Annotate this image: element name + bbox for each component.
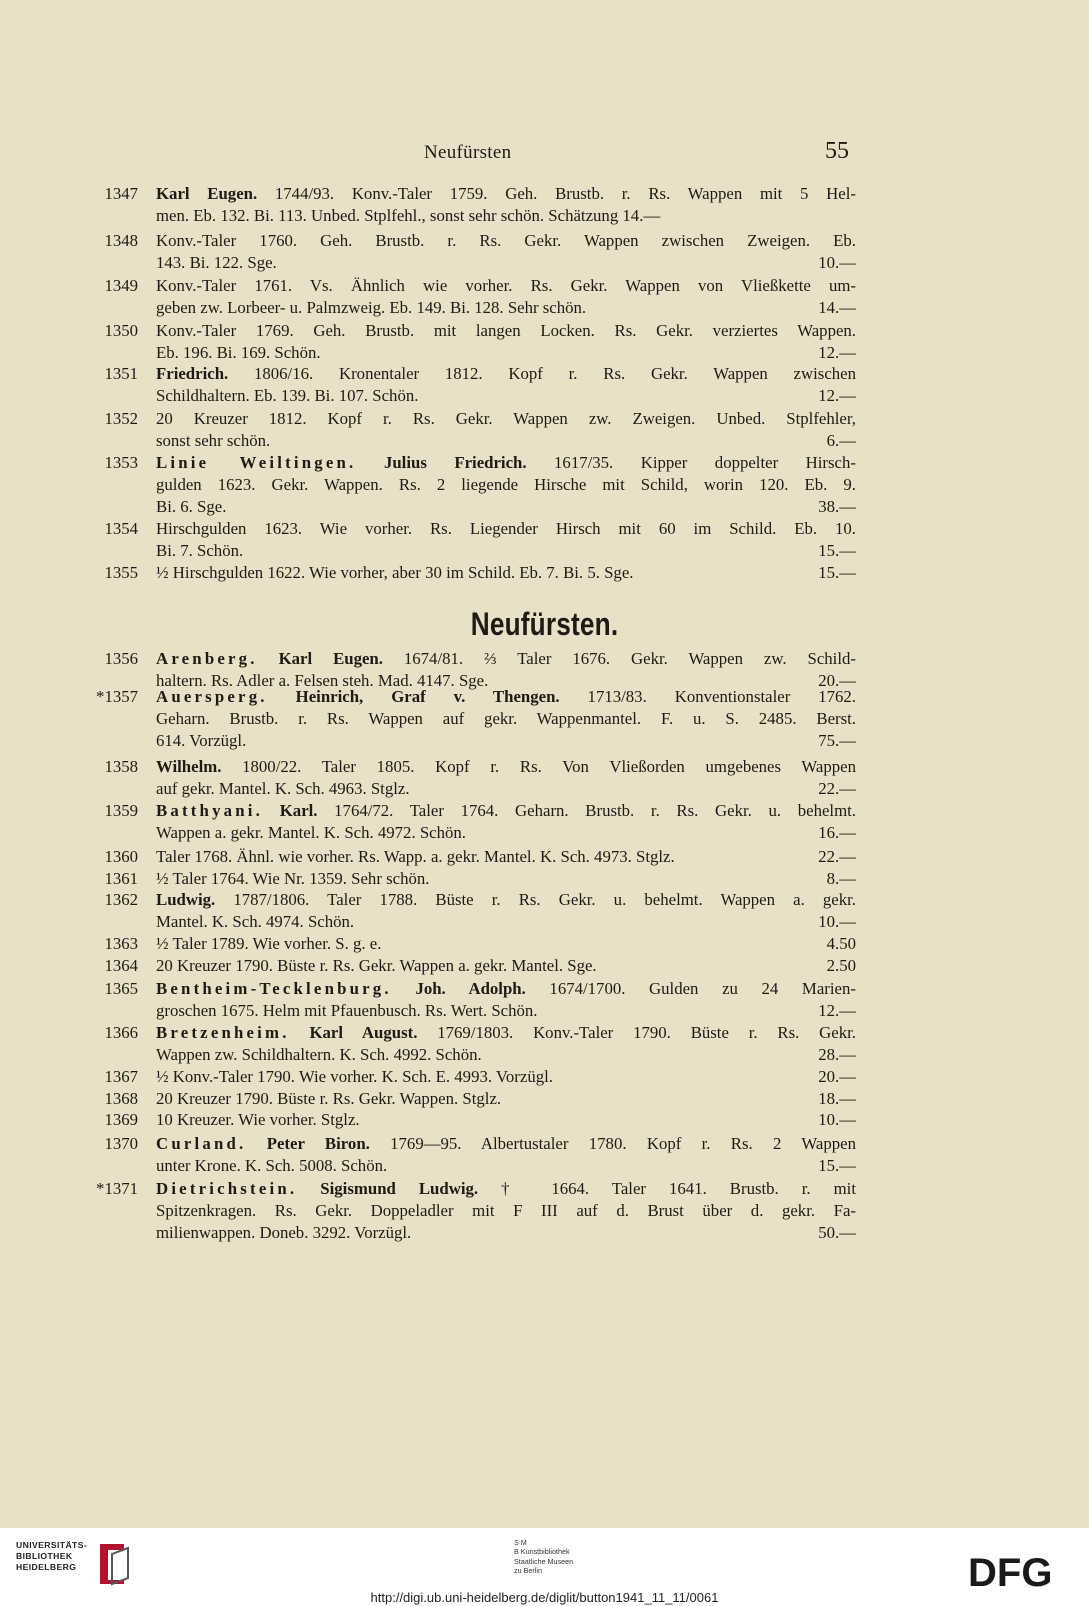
lot-number: 1355 xyxy=(104,563,138,582)
entry-description xyxy=(156,1133,856,1177)
entry-line xyxy=(156,1133,856,1155)
house-name: Curland. xyxy=(156,1134,247,1153)
entry-text: 20 Kreuzer 1790. Büste r. Rs. Gekr. Wappen. Stglz. xyxy=(156,1089,502,1108)
estimate-price: 8.— xyxy=(826,869,856,888)
entry-text: ½ Hirschgulden 1622. Wie vorher, aber 30 im Schild. Eb. 7. Bi. 5. Sge. xyxy=(156,563,634,582)
entry-line xyxy=(156,686,856,708)
entry-text: 143. Bi. 122. Sge. xyxy=(156,253,277,273)
ruler-name: Heinrich, Graf v. Thengen. xyxy=(295,687,560,706)
estimate-price: 38.— xyxy=(818,497,856,517)
lot-number: 1358 xyxy=(104,757,138,776)
entry-text: 1787/1806. Taler 1788. Büste r. Rs. Gekr. u. behelmt. Wappen a. gekr. xyxy=(215,890,856,909)
entry-text: 1769/1803. Konv.-Taler 1790. Büste r. Rs. Gekr. xyxy=(417,1023,856,1042)
entry-line xyxy=(156,1200,856,1222)
section-heading: Neufürsten. xyxy=(470,606,619,642)
library-emblem-icon xyxy=(94,1540,134,1586)
entry-text: Wappen zw. Schildhaltern. K. Sch. 4992. Schön. xyxy=(156,1045,482,1065)
entry-line xyxy=(156,1222,856,1244)
dfg-logo[interactable] xyxy=(968,1552,1076,1592)
lot-number: 1347 xyxy=(104,184,138,203)
entry-description xyxy=(156,562,856,584)
entry-description xyxy=(156,1178,856,1245)
entry-line xyxy=(156,474,856,496)
entry-line xyxy=(156,452,856,474)
entry-line xyxy=(156,342,856,364)
entry-text: 1806/16. Kronentaler 1812. Kopf r. Rs. Gekr. Wappen zwischen xyxy=(228,364,856,383)
entry-description xyxy=(156,230,856,274)
entry-text: men. Eb. 132. Bi. 113. Unbed. Stplfehl., sonst sehr schön. Schätzung 14.— xyxy=(156,206,661,226)
entry-description xyxy=(156,518,856,562)
entry-line xyxy=(156,978,856,1000)
lot-number: *1357 xyxy=(96,687,138,706)
entry-text: Geharn. Brustb. r. Rs. Wappen auf gekr. Wappenmantel. F. u. S. 2485. Berst. xyxy=(156,709,856,729)
entry-line xyxy=(156,562,856,584)
entry-text xyxy=(356,453,383,472)
house-name: Auersperg. xyxy=(156,687,268,706)
entry-line xyxy=(156,1088,856,1110)
entry-line xyxy=(156,1109,856,1131)
entry-description xyxy=(156,1066,856,1088)
lot-number: 1359 xyxy=(104,801,138,820)
running-title: Neufürsten xyxy=(424,142,512,163)
estimate-price: 10.— xyxy=(818,912,856,932)
entry-description xyxy=(156,868,856,890)
entry-text: Konv.-Taler 1769. Geh. Brustb. mit langen Locken. Rs. Gekr. verziertes Wappen. xyxy=(156,321,856,340)
lot-number: 1367 xyxy=(104,1067,138,1086)
entry-line xyxy=(156,846,856,868)
entry-description xyxy=(156,363,856,407)
page-number: 55 xyxy=(825,138,849,164)
entry-text xyxy=(246,1134,266,1153)
entry-description xyxy=(156,275,856,319)
estimate-price: 28.— xyxy=(818,1045,856,1065)
entry-text: Hirschgulden 1623. Wie vorher. Rs. Liegender Hirsch mit 60 im Schild. Eb. 10. xyxy=(156,519,856,538)
entry-line xyxy=(156,408,856,430)
estimate-price: 14.— xyxy=(818,298,856,318)
entry-text: Bi. 7. Schön. xyxy=(156,541,244,561)
estimate-price: 10.— xyxy=(818,253,856,273)
house-name: Arenberg. xyxy=(156,649,258,668)
entry-text: Spitzenkragen. Rs. Gekr. Doppeladler mit F III auf d. Brust über d. gekr. Fa- xyxy=(156,1201,856,1221)
footer-bar xyxy=(0,1528,1089,1606)
entry-description xyxy=(156,320,856,364)
entry-text: 1617/35. Kipper doppelter Hirsch- xyxy=(526,453,856,472)
entry-text xyxy=(392,979,416,998)
entry-line xyxy=(156,496,856,518)
ruler-name: Julius Friedrich. xyxy=(383,453,527,472)
entry-text: ½ Taler 1789. Wie vorher. S. g. e. xyxy=(156,934,382,953)
entry-description xyxy=(156,686,856,753)
entry-description xyxy=(156,933,856,955)
entry-text xyxy=(258,649,279,668)
house-name: Batthyani. xyxy=(156,801,264,820)
entry-text: Mantel. K. Sch. 4974. Schön. xyxy=(156,912,355,932)
entry-text: Bi. 6. Sge. xyxy=(156,497,227,517)
entry-line xyxy=(156,1155,856,1177)
entry-line xyxy=(156,363,856,385)
entry-text: 1764/72. Taler 1764. Geharn. Brustb. r. Rs. Gekr. u. behelmt. xyxy=(317,801,856,820)
lot-number: 1364 xyxy=(104,956,138,975)
entry-line xyxy=(156,540,856,562)
entry-text: auf gekr. Mantel. K. Sch. 4963. Stglz. xyxy=(156,779,410,799)
entry-text: 20 Kreuzer 1790. Büste r. Rs. Gekr. Wappen a. gekr. Mantel. Sge. xyxy=(156,956,597,975)
entry-text: ½ Taler 1764. Wie Nr. 1359. Sehr schön. xyxy=(156,869,430,888)
estimate-price: 2.50 xyxy=(826,956,856,975)
entry-line xyxy=(156,320,856,342)
entry-text: Taler 1768. Ähnl. wie vorher. Rs. Wapp. a. gekr. Mantel. K. Sch. 4973. Stglz. xyxy=(156,847,675,866)
entry-text: 1713/83. Konventionstaler 1762. xyxy=(559,687,856,706)
entry-text: 1674/1700. Gulden zu 24 Marien- xyxy=(525,979,856,998)
entry-line xyxy=(156,955,856,977)
entry-line xyxy=(156,385,856,407)
estimate-price: 6.— xyxy=(826,431,856,451)
lot-number: 1353 xyxy=(104,453,138,472)
heidelberg-library-logo[interactable] xyxy=(16,1540,132,1586)
house-name: Bentheim-Tecklenburg. xyxy=(156,979,392,998)
entry-line xyxy=(156,889,856,911)
entry-line xyxy=(156,648,856,670)
lot-number: 1352 xyxy=(104,409,138,428)
entry-text: milienwappen. Doneb. 3292. Vorzügl. xyxy=(156,1223,412,1243)
entry-text: ½ Konv.-Taler 1790. Wie vorher. K. Sch. E. 4993. Vorzügl. xyxy=(156,1067,553,1086)
estimate-price: 15.— xyxy=(818,563,856,582)
entry-description xyxy=(156,1088,856,1110)
house-name: Dietrichstein. xyxy=(156,1179,298,1198)
estimate-price: 15.— xyxy=(818,1156,856,1176)
entry-line xyxy=(156,1022,856,1044)
estimate-price: 15.— xyxy=(818,541,856,561)
ruler-name: Wilhelm. xyxy=(156,757,222,776)
estimate-price: 10.— xyxy=(818,1110,856,1129)
entry-text: 10 Kreuzer. Wie vorher. Stglz. xyxy=(156,1110,360,1129)
estimate-price: 50.— xyxy=(818,1223,856,1243)
entry-line xyxy=(156,778,856,800)
lot-number: 1366 xyxy=(104,1023,138,1042)
lot-number: 1370 xyxy=(104,1134,138,1153)
estimate-price: 16.— xyxy=(818,823,856,843)
ruler-name: Ludwig. xyxy=(156,890,216,909)
entry-line xyxy=(156,205,856,227)
kunstbibliothek-logo[interactable]: S M B Kunstbibliothek Staatliche Museen zu Berlin xyxy=(514,1538,574,1575)
entry-text xyxy=(290,1023,310,1042)
entry-text: Eb. 196. Bi. 169. Schön. xyxy=(156,343,321,363)
entry-text: Konv.-Taler 1761. Vs. Ähnlich wie vorher. Rs. Gekr. Wappen von Vließkette um- xyxy=(156,276,856,295)
entry-text: haltern. Rs. Adler a. Felsen steh. Mad. 4147. Sge. xyxy=(156,671,489,691)
entry-description xyxy=(156,1109,856,1131)
entry-text: 1800/22. Taler 1805. Kopf r. Rs. Von Vließorden umgebenes Wappen xyxy=(221,757,856,776)
entry-text: geben zw. Lorbeer- u. Palmzweig. Eb. 149. Bi. 128. Sehr schön. xyxy=(156,298,587,318)
house-name: Linie Weiltingen. xyxy=(156,453,357,472)
lot-number: 1361 xyxy=(104,869,138,888)
estimate-price: 12.— xyxy=(818,343,856,363)
entry-line xyxy=(156,708,856,730)
entry-description xyxy=(156,889,856,933)
entry-description xyxy=(156,452,856,519)
estimate-price: 18.— xyxy=(818,1089,856,1108)
entry-text: groschen 1675. Helm mit Pfauenbusch. Rs. Wert. Schön. xyxy=(156,1001,538,1021)
entry-description xyxy=(156,183,856,227)
estimate-price: 22.— xyxy=(818,779,856,799)
page-url[interactable]: http://digi.ub.uni-heidelberg.de/diglit/button1941_11_11/0061 xyxy=(370,1590,719,1605)
entry-line xyxy=(156,822,856,844)
lot-number: 1368 xyxy=(104,1089,138,1108)
ruler-name: Friedrich. xyxy=(156,364,229,383)
entry-text: sonst sehr schön. xyxy=(156,431,271,451)
entry-description xyxy=(156,955,856,977)
entry-line xyxy=(156,275,856,297)
ruler-name: Karl Eugen. xyxy=(278,649,383,668)
entry-text: 1744/93. Konv.-Taler 1759. Geh. Brustb. r. Rs. Wappen mit 5 Hel- xyxy=(257,184,856,203)
estimate-price: 75.— xyxy=(818,731,856,751)
lot-number: *1371 xyxy=(96,1179,138,1198)
entry-line xyxy=(156,183,856,205)
entry-text xyxy=(297,1179,320,1198)
entry-text: unter Krone. K. Sch. 5008. Schön. xyxy=(156,1156,388,1176)
estimate-price: 4.50 xyxy=(826,934,856,953)
entry-description xyxy=(156,1022,856,1066)
entry-description xyxy=(156,978,856,1022)
ruler-name: Karl. xyxy=(279,801,318,820)
entry-line xyxy=(156,730,856,752)
lot-number: 1365 xyxy=(104,979,138,998)
entry-description xyxy=(156,756,856,800)
estimate-price: 20.— xyxy=(818,1067,856,1086)
entry-text: 20 Kreuzer 1812. Kopf r. Rs. Gekr. Wappen zw. Zweigen. Unbed. Stplfehler, xyxy=(156,409,856,428)
lot-number: 1360 xyxy=(104,847,138,866)
lot-number: 1348 xyxy=(104,231,138,250)
entry-line xyxy=(156,1178,856,1200)
lot-number: 1351 xyxy=(104,364,138,383)
entry-text: 1674/81. ⅔ Taler 1676. Gekr. Wappen zw. Schild- xyxy=(382,649,856,668)
entry-line xyxy=(156,230,856,252)
estimate-price: 12.— xyxy=(818,386,856,406)
entry-description xyxy=(156,408,856,452)
lot-number: 1354 xyxy=(104,519,138,538)
estimate-price: 22.— xyxy=(818,847,856,866)
entry-text: Schildhaltern. Eb. 139. Bi. 107. Schön. xyxy=(156,386,419,406)
ruler-name: Sigismund Ludwig. xyxy=(320,1179,479,1198)
entry-text: 614. Vorzügl. xyxy=(156,731,247,751)
entry-text: † 1664. Taler 1641. Brustb. r. mit xyxy=(478,1179,856,1198)
entry-line xyxy=(156,868,856,890)
svg-text:DFG: DFG xyxy=(968,1552,1053,1592)
entry-line xyxy=(156,430,856,452)
entry-description xyxy=(156,800,856,844)
ruler-name: Karl August. xyxy=(309,1023,418,1042)
house-name: Bretzenheim. xyxy=(156,1023,290,1042)
running-head xyxy=(0,138,1089,172)
entry-text: Wappen a. gekr. Mantel. K. Sch. 4972. Schön. xyxy=(156,823,466,843)
estimate-price: 20.— xyxy=(818,671,856,691)
lot-number: 1349 xyxy=(104,276,138,295)
entry-line xyxy=(156,297,856,319)
lot-number: 1350 xyxy=(104,321,138,340)
entry-text xyxy=(268,687,296,706)
estimate-price: 12.— xyxy=(818,1001,856,1021)
library-name: UNIVERSITÄTS- BIBLIOTHEK HEIDELBERG xyxy=(16,1540,88,1572)
entry-line xyxy=(156,933,856,955)
entry-line xyxy=(156,756,856,778)
ruler-name: Peter Biron. xyxy=(266,1134,370,1153)
lot-number: 1369 xyxy=(104,1110,138,1129)
entry-line xyxy=(156,518,856,540)
entry-line xyxy=(156,1000,856,1022)
entry-text xyxy=(263,801,280,820)
entry-text: 1769—95. Albertustaler 1780. Kopf r. Rs. 2 Wappen xyxy=(369,1134,856,1153)
entry-line xyxy=(156,800,856,822)
ruler-name: Karl Eugen. xyxy=(156,184,258,203)
lot-number: 1363 xyxy=(104,934,138,953)
lot-number: 1356 xyxy=(104,649,138,668)
entry-line xyxy=(156,1044,856,1066)
entry-line xyxy=(156,911,856,933)
entry-line xyxy=(156,1066,856,1088)
entry-text: Konv.-Taler 1760. Geh. Brustb. r. Rs. Gekr. Wappen zwischen Zweigen. Eb. xyxy=(156,231,856,250)
entry-description xyxy=(156,846,856,868)
entry-text: gulden 1623. Gekr. Wappen. Rs. 2 liegende Hirsche mit Schild, worin 120. Eb. 9. xyxy=(156,475,856,495)
ruler-name: Joh. Adolph. xyxy=(415,979,526,998)
entry-line xyxy=(156,252,856,274)
lot-number: 1362 xyxy=(104,890,138,909)
